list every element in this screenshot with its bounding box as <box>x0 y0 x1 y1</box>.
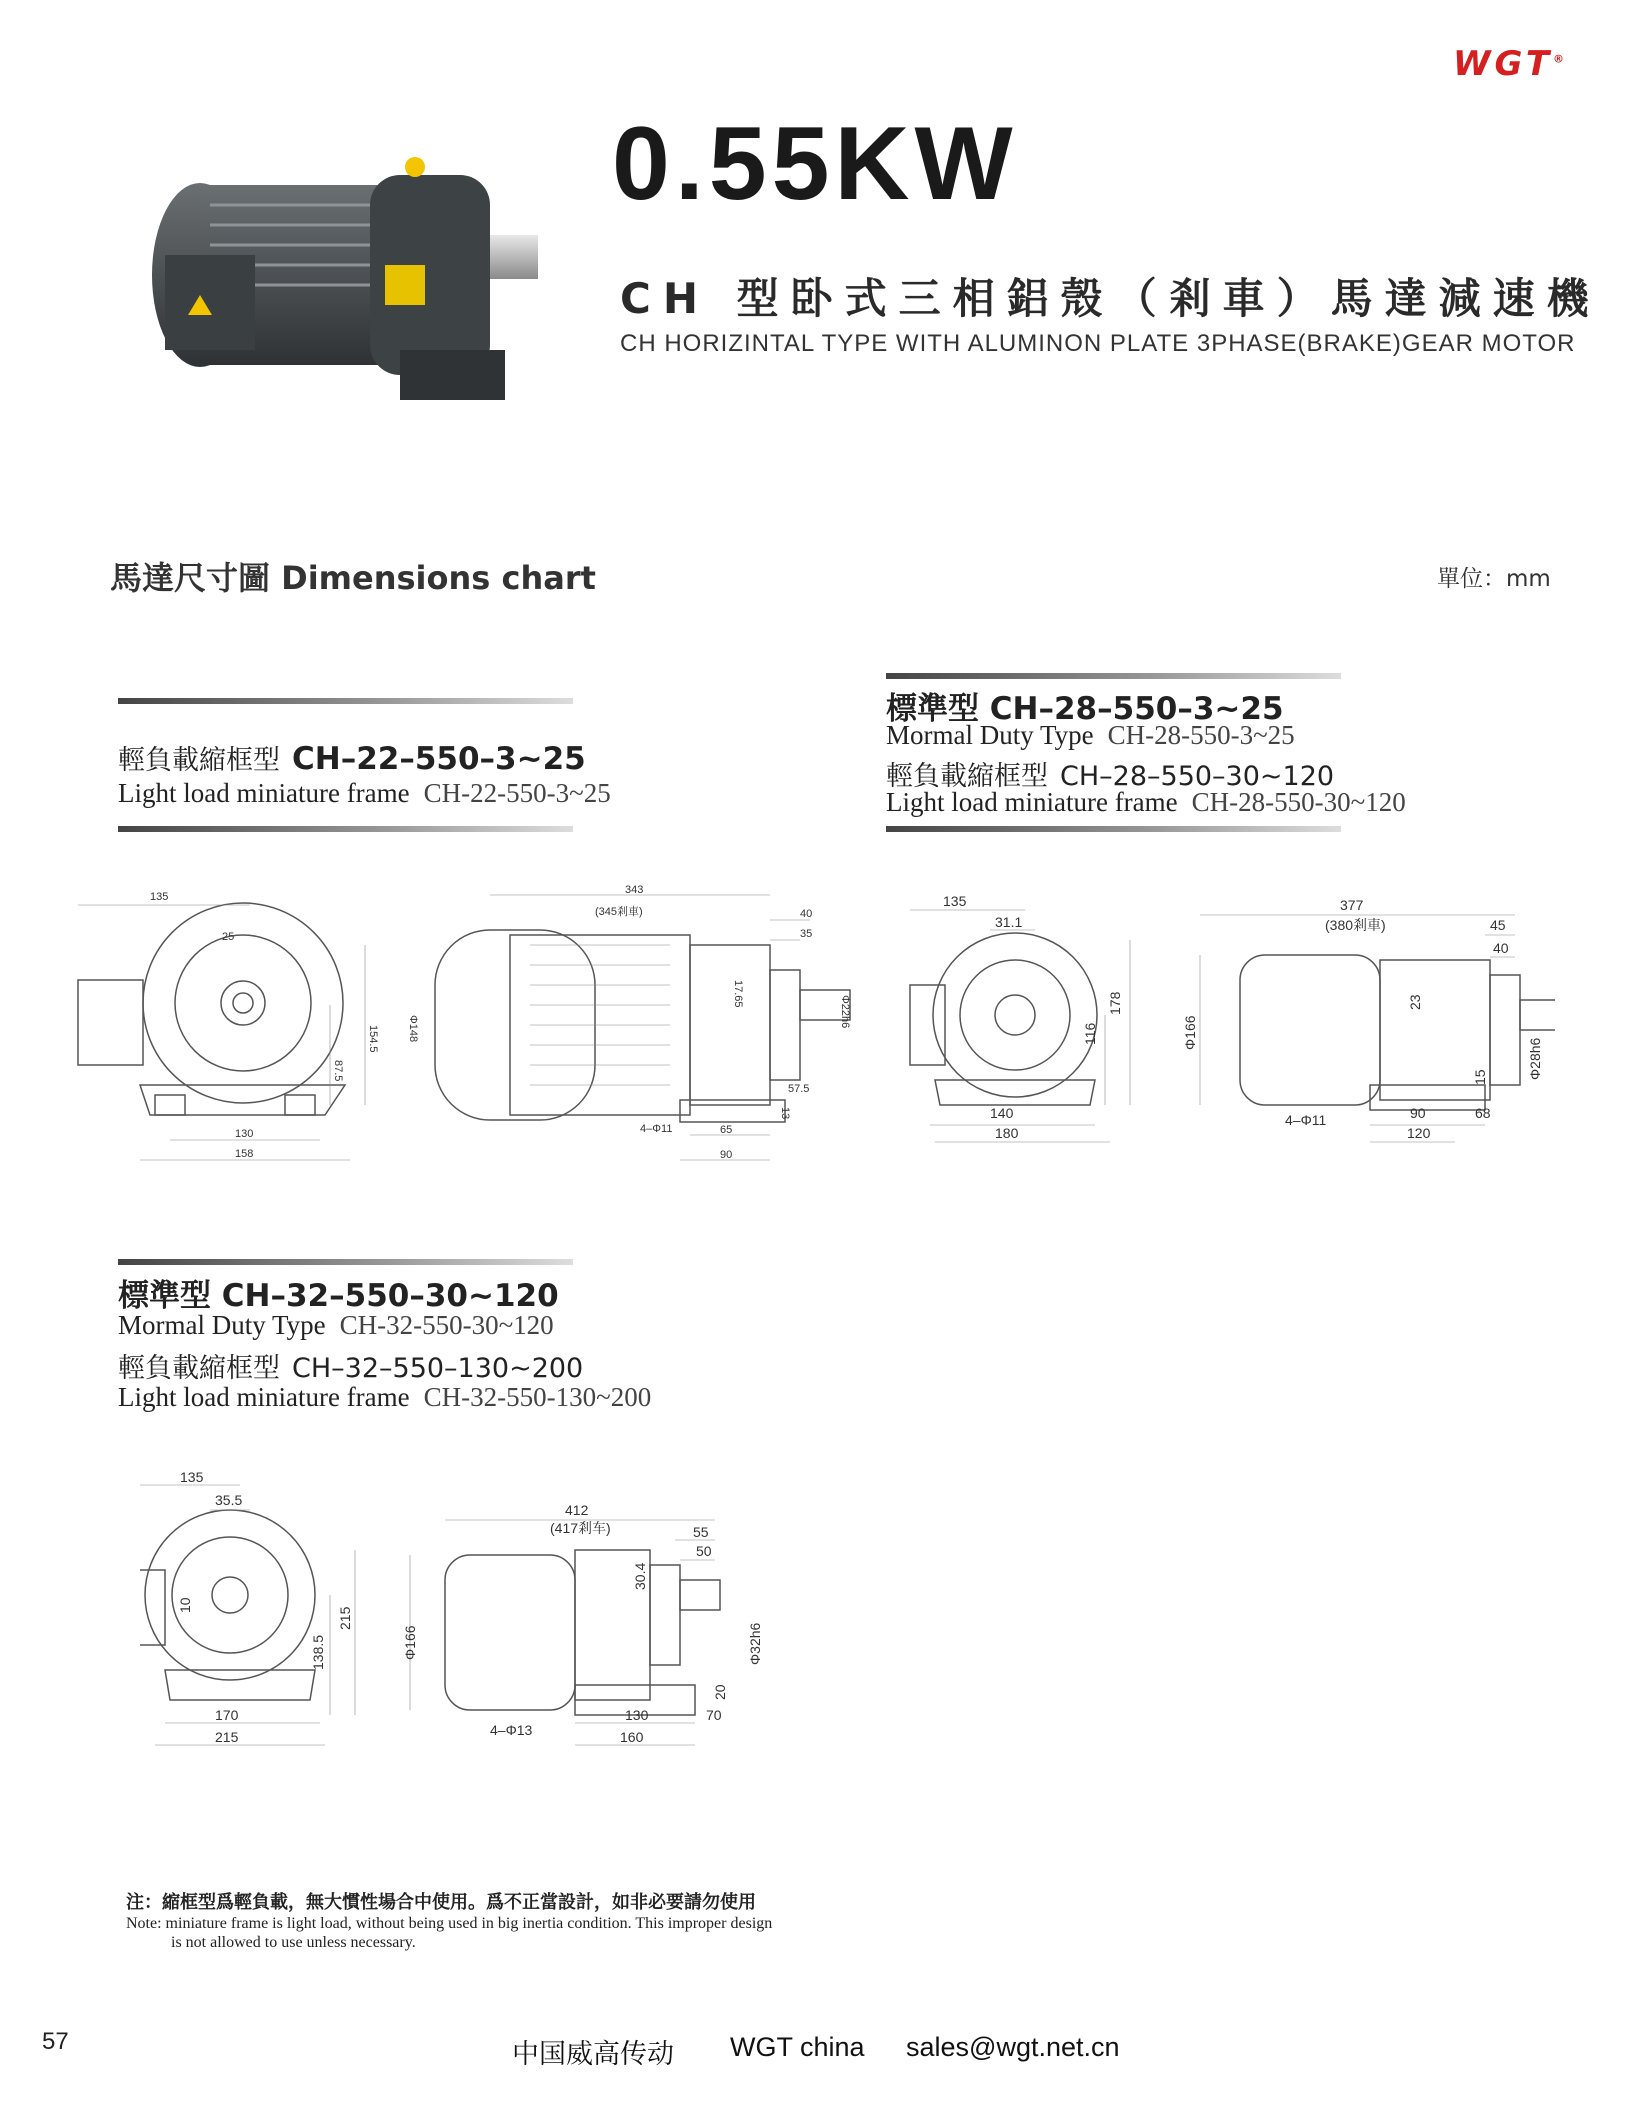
svg-text:55: 55 <box>693 1524 709 1540</box>
svg-text:4–Φ13: 4–Φ13 <box>490 1722 533 1738</box>
model2-line2: 輕負載縮框型 CH–28–550–30~120 <box>886 761 1335 792</box>
drawing-ch28 <box>895 880 1555 1175</box>
footer-email[interactable]: sales@wgt.net.cn <box>906 2032 1120 2062</box>
model2-head: 標準型 CH–28–550–3~25 <box>886 691 1284 727</box>
product-photo <box>140 145 580 415</box>
svg-text:154.5: 154.5 <box>367 1025 379 1053</box>
model3-head: 標準型 CH–32–550–30~120 <box>118 1278 559 1314</box>
svg-text:170: 170 <box>215 1707 239 1723</box>
svg-text:180: 180 <box>995 1125 1019 1141</box>
drawing-ch22 <box>70 885 870 1175</box>
svg-text:25: 25 <box>222 931 235 943</box>
rule-top-2 <box>886 673 1341 679</box>
svg-text:57.5: 57.5 <box>788 1083 810 1095</box>
svg-text:35: 35 <box>800 928 813 940</box>
svg-text:4–Φ11: 4–Φ11 <box>640 1123 673 1135</box>
svg-text:120: 120 <box>1407 1125 1431 1141</box>
svg-text:90: 90 <box>1410 1105 1426 1121</box>
model1-line1: 輕負載縮框型 CH–22–550–3~25 <box>118 741 586 777</box>
footer-company-en: WGT china <box>730 2032 865 2062</box>
svg-text:23: 23 <box>1407 994 1423 1010</box>
brand-logo: WGT® <box>1453 44 1569 84</box>
note-zh: 注：縮框型爲輕負載，無大慣性場合中使用。爲不正當設計，如非必要請勿使用 <box>126 1892 756 1913</box>
product-title-zh: CH 型卧式三相鋁殼（剎車）馬達減速機 <box>620 274 1601 323</box>
rule-bottom-1 <box>118 826 573 832</box>
model2-line3: Light load miniature frame CH-28-550-30~120 <box>886 787 1406 817</box>
svg-text:10: 10 <box>177 1597 193 1613</box>
svg-text:90: 90 <box>720 1149 733 1161</box>
svg-text:40: 40 <box>1493 940 1509 956</box>
svg-text:116: 116 <box>1082 1022 1098 1045</box>
drawing-ch32 <box>140 1455 790 1755</box>
svg-text:158: 158 <box>235 1148 254 1160</box>
note-en: Note: miniature frame is light load, without being used in big inertia condition. This improper design is not allowed to use unless necessary. <box>126 1915 773 1951</box>
footer-company-zh: 中国威高传动 <box>512 2039 674 2069</box>
svg-text:70: 70 <box>706 1707 722 1723</box>
svg-text:20: 20 <box>712 1684 728 1700</box>
svg-text:178: 178 <box>1107 991 1123 1015</box>
rule-top-3 <box>118 1259 573 1265</box>
svg-text:(380剎車): (380剎車) <box>1325 917 1386 933</box>
svg-text:(345剎車): (345剎車) <box>595 906 643 918</box>
svg-text:160: 160 <box>620 1729 644 1745</box>
svg-text:135: 135 <box>150 891 169 903</box>
svg-text:343: 343 <box>625 885 644 896</box>
model3-line2: 輕負載縮框型 CH–32–550–130~200 <box>118 1353 584 1384</box>
svg-text:135: 135 <box>180 1469 204 1485</box>
svg-text:17.65: 17.65 <box>732 980 744 1008</box>
svg-text:Φ28h6: Φ28h6 <box>1527 1037 1543 1080</box>
unit-label: 單位：mm <box>1437 566 1551 592</box>
svg-text:4–Φ11: 4–Φ11 <box>1285 1112 1327 1128</box>
svg-text:30.4: 30.4 <box>632 1562 648 1590</box>
svg-text:215: 215 <box>215 1729 239 1745</box>
svg-text:50: 50 <box>696 1543 712 1559</box>
section-title: 馬達尺寸圖 Dimensions chart <box>110 559 596 597</box>
svg-text:35.5: 35.5 <box>215 1492 243 1508</box>
svg-text:68: 68 <box>1475 1105 1491 1121</box>
product-title-en: CH HORIZINTAL TYPE WITH ALUMINON PLATE 3PHASE(BRAKE)GEAR MOTOR <box>620 330 1576 357</box>
rule-top-1 <box>118 698 573 704</box>
svg-text:65: 65 <box>720 1124 733 1136</box>
svg-text:40: 40 <box>800 908 813 920</box>
svg-text:87.5: 87.5 <box>332 1060 344 1082</box>
svg-text:(417剎车): (417剎车) <box>550 1520 611 1536</box>
svg-text:135: 135 <box>943 893 967 909</box>
svg-text:412: 412 <box>565 1502 589 1518</box>
svg-text:Φ166: Φ166 <box>1182 1015 1198 1050</box>
svg-text:13: 13 <box>779 1107 791 1120</box>
svg-text:130: 130 <box>625 1707 649 1723</box>
svg-text:Φ148: Φ148 <box>407 1015 419 1043</box>
svg-text:130: 130 <box>235 1128 254 1140</box>
svg-text:377: 377 <box>1340 897 1364 913</box>
svg-text:Φ32h6: Φ32h6 <box>747 1622 763 1665</box>
rule-bottom-2 <box>886 826 1341 832</box>
svg-text:31.1: 31.1 <box>995 914 1023 930</box>
model3-line1: Mormal Duty Type CH-32-550-30~120 <box>118 1310 554 1340</box>
svg-text:15: 15 <box>1472 1069 1488 1085</box>
svg-text:Φ22h6: Φ22h6 <box>839 995 851 1029</box>
svg-text:138.5: 138.5 <box>310 1634 326 1670</box>
svg-text:140: 140 <box>990 1105 1014 1121</box>
svg-text:215: 215 <box>337 1606 353 1630</box>
model1-line2: Light load miniature frame CH-22-550-3~25 <box>118 778 611 808</box>
svg-text:45: 45 <box>1490 917 1506 933</box>
page-number: 57 <box>42 2028 69 2055</box>
svg-text:Φ166: Φ166 <box>402 1625 418 1660</box>
power-rating: 0.55KW <box>612 106 1018 222</box>
model3-line3: Light load miniature frame CH-32-550-130~200 <box>118 1382 652 1412</box>
model2-line1: Mormal Duty Type CH-28-550-3~25 <box>886 720 1295 750</box>
